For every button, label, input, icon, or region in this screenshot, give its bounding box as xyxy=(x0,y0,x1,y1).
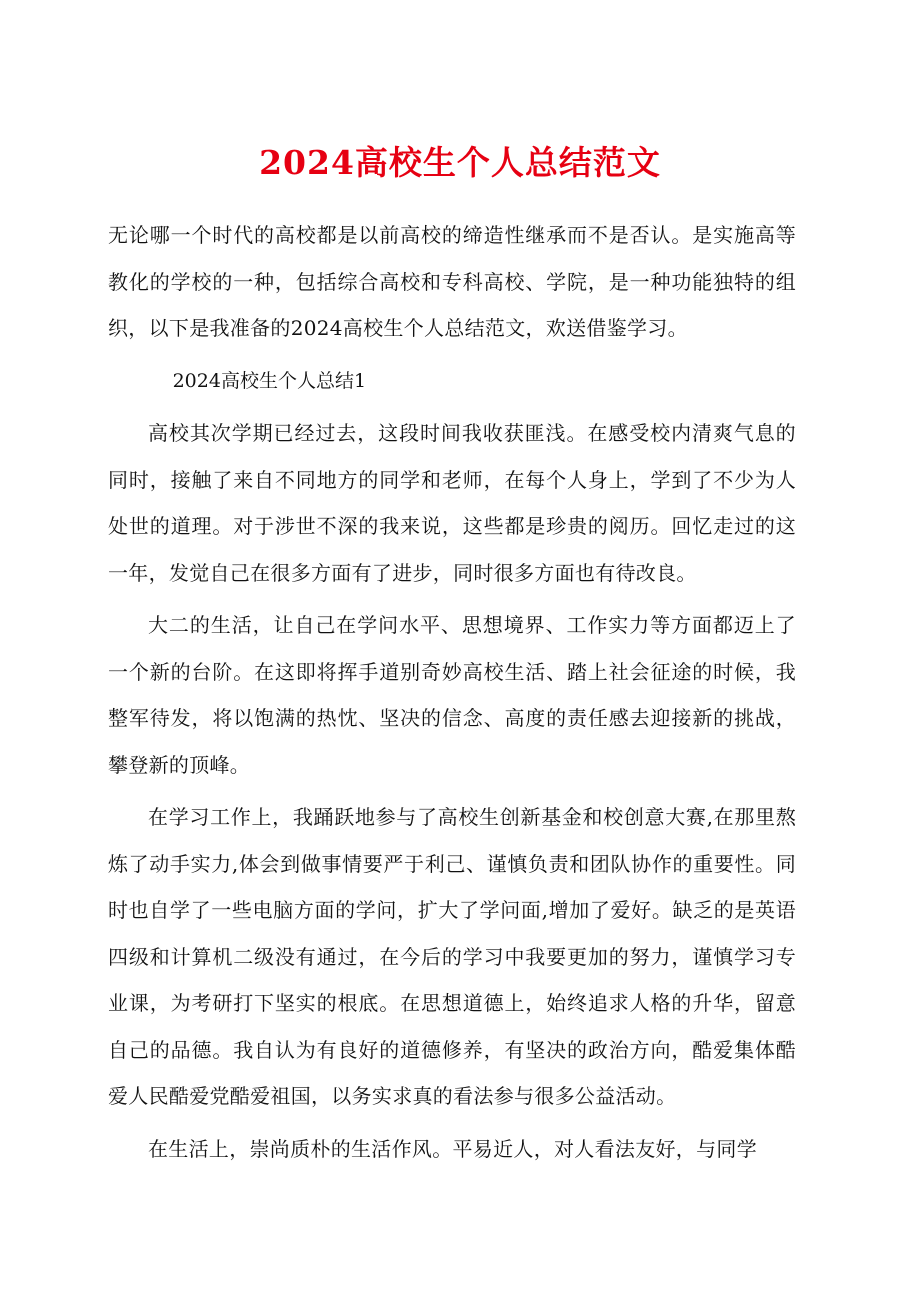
body-paragraph-4: 在生活上，崇尚质朴的生活作风。平易近人，对人看法友好，与同学 xyxy=(148,1136,757,1161)
document-title: 2024高校生个人总结范文 xyxy=(259,143,661,182)
body-paragraph-2: 大二的生活，让自己在学问水平、思想境界、工作实力等方面都迈上了一个新的台阶。在这即将挥手道别奇妙高校生活、踏上社会征途的时候，我整军待发，将以饱满的热忱、坚决的信念、高度的责任感去迎接新的挑战，攀登新的顶峰。 xyxy=(108,613,796,777)
body-paragraph-3: 在学习工作上，我踊跃地参与了高校生创新基金和校创意大赛,在那里熬炼了动手实力,体会到做事情要严于利己、谨慎负责和团队协作的重要性。同时也自学了一些电脑方面的学问，扩大了学问面,增加了爱好。缺乏的是英语四级和计算机二级没有通过，在今后的学习中我要更加的努力，谨慎学习专业课，为考研打下坚实的根底。在思想道德上，始终追求人格的升华，留意自己的品德。我自认为有良好的道德修养，有坚决的政治方向，酷爱集体酷爱人民酷爱党酷爱祖国，以务实求真的看法参与很多公益活动。 xyxy=(108,805,796,1108)
intro-paragraph: 无论哪一个时代的高校都是以前高校的缔造性继承而不是否认。是实施高等教化的学校的一种，包括综合高校和专科高校、学院，是一种功能独特的组织，以下是我准备的2024高校生个人总结范文，欢送借鉴学习。 xyxy=(108,223,796,340)
body-paragraph-1: 高校其次学期已经过去，这段时间我收获匪浅。在感受校内清爽气息的同时，接触了来自不同地方的同学和老师，在每个人身上，学到了不少为人处世的道理。对于涉世不深的我来说，这些都是珍贵的阅历。回忆走过的这一年，发觉自己在很多方面有了进步，同时很多方面也有待改良。 xyxy=(108,421,796,585)
section-heading: 2024高校生个人总结1 xyxy=(172,369,367,392)
document-body xyxy=(108,212,796,1178)
